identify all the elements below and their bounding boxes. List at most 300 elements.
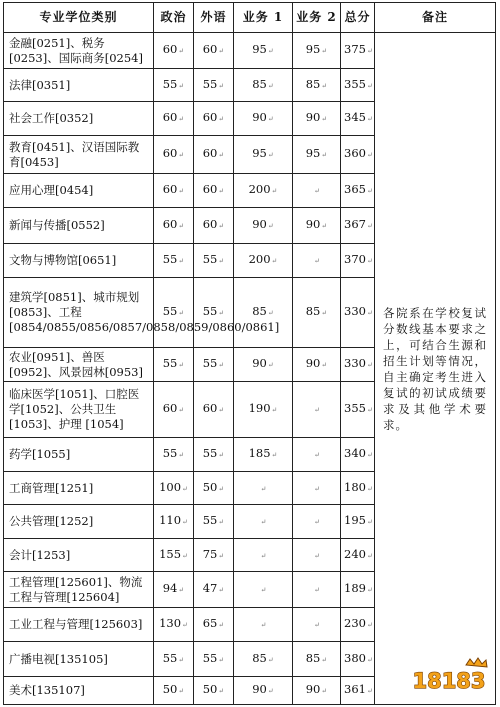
cell-politics (154, 438, 194, 472)
header-politics: 政治 (154, 3, 194, 33)
cell-language (194, 677, 234, 705)
politics-value: 55 (162, 252, 178, 266)
subject1-value: 95 (252, 42, 267, 56)
subject2-value: 90 (305, 110, 321, 124)
paragraph-mark-icon: ↵ (314, 518, 320, 526)
subject1-value: 90 (252, 217, 267, 231)
language-value: 50 (202, 682, 218, 696)
cell-language (194, 505, 234, 539)
subject1-value: 90 (252, 356, 267, 370)
cell-total (341, 677, 375, 705)
cell-subject2 (293, 348, 341, 382)
subject1-value: 85 (252, 650, 267, 665)
header-category: 专业学位类别 (4, 3, 154, 33)
cell-category (4, 69, 154, 102)
paragraph-mark-icon: ↵ (182, 518, 188, 526)
cell-subject2 (293, 438, 341, 472)
score-table (3, 2, 496, 705)
paragraph-mark-icon: ↵ (178, 406, 185, 414)
paragraph-mark-icon: ↵ (178, 151, 185, 159)
paragraph-mark-icon: ↵ (366, 361, 373, 369)
note-cell (375, 33, 496, 705)
note-text: 各院系在学校复试分数线基本要求之上，可结合生源和招生计划等情况，自主确定考生进入复试的初试成绩要求及其他学术要求。 (383, 305, 487, 432)
paragraph-mark-icon: ↵ (366, 309, 373, 317)
paragraph-mark-icon: ↵ (260, 586, 267, 594)
cell-category (4, 505, 154, 539)
paragraph-mark-icon: ↵ (366, 115, 373, 123)
paragraph-mark-icon: ↵ (366, 621, 373, 629)
total-value: 380 (344, 650, 366, 665)
paragraph-mark-icon: ↵ (267, 151, 274, 159)
paragraph-mark-icon: ↵ (314, 484, 320, 493)
subject1-value: 185 (248, 446, 271, 460)
cell-total (341, 539, 375, 572)
cell-category (4, 208, 154, 244)
cell-subject2 (293, 608, 341, 642)
cell-total (341, 642, 375, 677)
language-value: 47 (202, 581, 218, 595)
cell-politics (154, 382, 194, 438)
paragraph-mark-icon: ↵ (267, 81, 274, 90)
subject1-value: 85 (252, 76, 267, 91)
cell-subject1 (234, 69, 293, 102)
cell-subject2 (293, 102, 341, 136)
cell-subject2 (293, 174, 341, 208)
cell-language (194, 278, 234, 348)
language-value: 55 (202, 513, 218, 527)
paragraph-mark-icon: ↵ (267, 655, 274, 664)
cell-language (194, 33, 234, 69)
total-value: 355 (344, 401, 366, 415)
cell-politics (154, 244, 194, 278)
subject2-value: 95 (305, 42, 321, 56)
paragraph-mark-icon: ↵ (260, 484, 267, 493)
paragraph-mark-icon: ↵ (178, 222, 185, 230)
total-value: 360 (344, 146, 366, 160)
cell-politics (154, 505, 194, 539)
paragraph-mark-icon: ↵ (178, 451, 185, 459)
language-value: 55 (202, 76, 218, 91)
cell-politics (154, 572, 194, 608)
cell-language (194, 608, 234, 642)
category-text: 教育[0451]、汉语国际教育[0453] (9, 139, 140, 169)
paragraph-mark-icon: ↵ (218, 586, 225, 594)
subject1-value: 90 (252, 682, 267, 696)
total-value: 345 (344, 110, 366, 124)
cell-subject1 (234, 608, 293, 642)
paragraph-mark-icon: ↵ (260, 518, 267, 526)
cell-subject2 (293, 642, 341, 677)
paragraph-mark-icon: ↵ (267, 309, 274, 317)
cell-subject2 (293, 136, 341, 174)
cell-total (341, 438, 375, 472)
language-value: 60 (202, 401, 218, 415)
paragraph-mark-icon: ↵ (178, 47, 185, 55)
paragraph-mark-icon: ↵ (314, 451, 320, 459)
subject2-value: 85 (305, 76, 321, 91)
paragraph-mark-icon: ↵ (366, 81, 373, 90)
cell-language (194, 102, 234, 136)
paragraph-mark-icon: ↵ (267, 222, 274, 230)
paragraph-mark-icon: ↵ (314, 406, 320, 414)
category-text: 会计[1253] (9, 547, 71, 562)
paragraph-mark-icon: ↵ (366, 586, 373, 594)
paragraph-mark-icon: ↵ (178, 257, 185, 265)
cell-subject2 (293, 278, 341, 348)
cell-language (194, 438, 234, 472)
cell-total (341, 69, 375, 102)
cell-subject1 (234, 539, 293, 572)
paragraph-mark-icon: ↵ (178, 187, 185, 195)
logo-text: 18183 (412, 669, 486, 693)
cell-language (194, 472, 234, 505)
paragraph-mark-icon: ↵ (182, 484, 188, 493)
cell-subject2 (293, 572, 341, 608)
paragraph-mark-icon: ↵ (218, 655, 225, 664)
language-value: 55 (202, 252, 218, 266)
paragraph-mark-icon: ↵ (178, 655, 185, 664)
paragraph-mark-icon: ↵ (218, 47, 225, 55)
language-value: 55 (202, 446, 218, 460)
paragraph-mark-icon: ↵ (366, 151, 373, 159)
politics-value: 155 (159, 546, 182, 561)
paragraph-mark-icon: ↵ (321, 309, 328, 317)
cell-subject1 (234, 505, 293, 539)
politics-value: 55 (162, 304, 178, 318)
cell-politics (154, 539, 194, 572)
paragraph-mark-icon: ↵ (267, 361, 274, 369)
cell-total (341, 608, 375, 642)
politics-value: 94 (162, 581, 178, 595)
cell-subject1 (234, 208, 293, 244)
category-text: 农业[0951]、兽医[0952]、风景园林[0953] (9, 349, 143, 379)
cell-politics (154, 69, 194, 102)
table-row (4, 33, 496, 69)
cell-total (341, 136, 375, 174)
language-value: 55 (202, 650, 218, 665)
cell-category (4, 348, 154, 382)
paragraph-mark-icon: ↵ (271, 451, 278, 459)
politics-value: 100 (159, 479, 182, 494)
cell-category (4, 642, 154, 677)
category-text: 文物与博物馆[0651] (9, 253, 117, 267)
category-text: 建筑学[0851]、城市规划[0853]、工程[0854/0855/0856/0857/0858/0859/0860/0861] (9, 290, 280, 334)
category-text: 美术[135107] (9, 683, 85, 697)
paragraph-mark-icon: ↵ (218, 309, 225, 317)
category-text: 社会工作[0352] (9, 111, 94, 125)
subject1-value: 85 (252, 304, 267, 318)
subject2-value: 90 (305, 682, 321, 696)
cell-category (4, 608, 154, 642)
total-value: 365 (344, 182, 366, 196)
paragraph-mark-icon: ↵ (366, 551, 373, 560)
total-value: 367 (344, 217, 366, 231)
category-text: 法律[0351] (9, 77, 71, 92)
language-value: 55 (202, 356, 218, 370)
paragraph-mark-icon: ↵ (218, 484, 225, 493)
paragraph-mark-icon: ↵ (321, 655, 328, 664)
language-value: 55 (202, 304, 218, 318)
paragraph-mark-icon: ↵ (314, 551, 320, 560)
politics-value: 55 (162, 650, 178, 665)
cell-subject1 (234, 278, 293, 348)
politics-value: 110 (159, 513, 182, 527)
cell-subject1 (234, 382, 293, 438)
paragraph-mark-icon: ↵ (218, 406, 225, 414)
category-text: 工业工程与管理[125603] (9, 617, 143, 631)
paragraph-mark-icon: ↵ (218, 551, 225, 560)
language-value: 60 (202, 182, 218, 196)
paragraph-mark-icon: ↵ (218, 451, 225, 459)
cell-category (4, 174, 154, 208)
cell-category (4, 539, 154, 572)
total-value: 355 (344, 76, 366, 91)
cell-total (341, 382, 375, 438)
cell-subject1 (234, 174, 293, 208)
cell-politics (154, 174, 194, 208)
paragraph-mark-icon: ↵ (366, 687, 373, 695)
language-value: 65 (202, 616, 218, 630)
paragraph-mark-icon: ↵ (267, 115, 274, 123)
paragraph-mark-icon: ↵ (271, 187, 278, 195)
paragraph-mark-icon: ↵ (218, 518, 225, 526)
paragraph-mark-icon: ↵ (366, 655, 373, 664)
cell-politics (154, 472, 194, 505)
language-value: 60 (202, 217, 218, 231)
total-value: 195 (344, 513, 366, 527)
cell-politics (154, 102, 194, 136)
cell-category (4, 438, 154, 472)
paragraph-mark-icon: ↵ (178, 586, 185, 594)
category-text: 应用心理[0454] (9, 183, 94, 197)
politics-value: 60 (162, 217, 178, 231)
cell-total (341, 505, 375, 539)
language-value: 60 (202, 110, 218, 124)
paragraph-mark-icon: ↵ (218, 81, 225, 90)
header-subject2: 业务 2 (293, 3, 341, 33)
category-text: 工商管理[1251] (9, 480, 94, 495)
cell-politics (154, 278, 194, 348)
cell-subject2 (293, 208, 341, 244)
cell-subject1 (234, 472, 293, 505)
paragraph-mark-icon: ↵ (178, 687, 185, 695)
subject2-value: 85 (305, 650, 321, 665)
cell-subject1 (234, 642, 293, 677)
paragraph-mark-icon: ↵ (366, 484, 373, 493)
paragraph-mark-icon: ↵ (182, 551, 188, 560)
cell-total (341, 244, 375, 278)
cell-politics (154, 608, 194, 642)
politics-value: 55 (162, 356, 178, 370)
cell-total (341, 348, 375, 382)
paragraph-mark-icon: ↵ (314, 257, 320, 265)
subject2-value: 95 (305, 146, 321, 160)
subject1-value: 90 (252, 110, 267, 124)
total-value: 189 (344, 581, 366, 595)
language-value: 75 (202, 546, 218, 561)
total-value: 375 (344, 42, 366, 56)
total-value: 361 (344, 682, 366, 696)
total-value: 370 (344, 252, 366, 266)
cell-category (4, 244, 154, 278)
paragraph-mark-icon: ↵ (218, 621, 225, 629)
politics-value: 60 (162, 401, 178, 415)
cell-politics (154, 348, 194, 382)
cell-politics (154, 642, 194, 677)
politics-value: 55 (162, 76, 178, 91)
header-note: 备注 (375, 3, 496, 33)
cell-subject2 (293, 69, 341, 102)
subject1-value: 190 (248, 401, 271, 415)
paragraph-mark-icon: ↵ (321, 81, 328, 90)
politics-value: 60 (162, 42, 178, 56)
paragraph-mark-icon: ↵ (218, 151, 225, 159)
paragraph-mark-icon: ↵ (321, 361, 328, 369)
cell-total (341, 174, 375, 208)
paragraph-mark-icon: ↵ (321, 687, 328, 695)
paragraph-mark-icon: ↵ (366, 406, 373, 414)
category-text: 药学[1055] (9, 447, 71, 461)
paragraph-mark-icon: ↵ (178, 81, 185, 90)
paragraph-mark-icon: ↵ (267, 47, 274, 55)
cell-subject1 (234, 33, 293, 69)
cell-subject2 (293, 33, 341, 69)
paragraph-mark-icon: ↵ (218, 687, 225, 695)
paragraph-mark-icon: ↵ (321, 47, 328, 55)
politics-value: 60 (162, 182, 178, 196)
paragraph-mark-icon: ↵ (218, 115, 225, 123)
category-text: 广播电视[135105] (9, 651, 108, 666)
cell-language (194, 208, 234, 244)
total-value: 330 (344, 304, 366, 318)
total-value: 330 (344, 356, 366, 370)
paragraph-mark-icon: ↵ (366, 222, 373, 230)
cell-politics (154, 136, 194, 174)
paragraph-mark-icon: ↵ (271, 257, 278, 265)
paragraph-mark-icon: ↵ (366, 518, 373, 526)
paragraph-mark-icon: ↵ (314, 621, 320, 629)
paragraph-mark-icon: ↵ (271, 406, 278, 414)
subject2-value: 85 (305, 304, 321, 318)
paragraph-mark-icon: ↵ (178, 115, 185, 123)
paragraph-mark-icon: ↵ (267, 687, 274, 695)
category-text: 金融[0251]、税务[0253]、国际商务[0254] (9, 35, 143, 65)
category-text: 新闻与传播[0552] (9, 218, 105, 232)
category-text: 工程管理[125601]、物流工程与管理[125604] (9, 574, 143, 604)
paragraph-mark-icon: ↵ (366, 47, 373, 55)
cell-language (194, 642, 234, 677)
header-total: 总分 (341, 3, 375, 33)
cell-category (4, 382, 154, 438)
paragraph-mark-icon: ↵ (260, 621, 267, 629)
cell-category (4, 102, 154, 136)
cell-language (194, 136, 234, 174)
politics-value: 130 (159, 616, 182, 630)
politics-value: 60 (162, 146, 178, 160)
cell-language (194, 348, 234, 382)
subject2-value: 90 (305, 217, 321, 231)
paragraph-mark-icon: ↵ (218, 361, 225, 369)
cell-subject2 (293, 505, 341, 539)
cell-total (341, 33, 375, 69)
paragraph-mark-icon: ↵ (218, 222, 225, 230)
language-value: 60 (202, 146, 218, 160)
cell-subject1 (234, 348, 293, 382)
cell-category (4, 677, 154, 705)
cell-subject1 (234, 572, 293, 608)
header-language: 外语 (194, 3, 234, 33)
paragraph-mark-icon: ↵ (314, 586, 320, 594)
cell-category (4, 572, 154, 608)
subject1-value: 95 (252, 146, 267, 160)
paragraph-mark-icon: ↵ (178, 361, 185, 369)
paragraph-mark-icon: ↵ (321, 222, 328, 230)
cell-language (194, 244, 234, 278)
subject2-value: 90 (305, 356, 321, 370)
cell-subject2 (293, 677, 341, 705)
paragraph-mark-icon: ↵ (178, 309, 185, 317)
total-value: 180 (344, 479, 366, 494)
cell-language (194, 382, 234, 438)
cell-subject1 (234, 102, 293, 136)
cell-politics (154, 677, 194, 705)
paragraph-mark-icon: ↵ (366, 451, 373, 459)
cell-total (341, 472, 375, 505)
total-value: 240 (344, 546, 366, 561)
cell-total (341, 208, 375, 244)
category-text: 公共管理[1252] (9, 514, 94, 528)
paragraph-mark-icon: ↵ (366, 187, 373, 195)
subject1-value: 200 (248, 182, 271, 196)
paragraph-mark-icon: ↵ (218, 257, 225, 265)
politics-value: 55 (162, 446, 178, 460)
category-text: 临床医学[1051]、口腔医学[1052]、公共卫生[1053]、护理 [1054] (9, 387, 140, 431)
cell-politics (154, 208, 194, 244)
politics-value: 60 (162, 110, 178, 124)
cell-language (194, 69, 234, 102)
total-value: 340 (344, 446, 366, 460)
cell-language (194, 539, 234, 572)
cell-category (4, 136, 154, 174)
cell-subject1 (234, 244, 293, 278)
cell-subject1 (234, 438, 293, 472)
paragraph-mark-icon: ↵ (314, 187, 320, 195)
politics-value: 50 (162, 682, 178, 696)
cell-total (341, 572, 375, 608)
cell-language (194, 174, 234, 208)
language-value: 60 (202, 42, 218, 56)
subject1-value: 200 (248, 252, 271, 266)
cell-category (4, 33, 154, 69)
cell-total (341, 278, 375, 348)
paragraph-mark-icon: ↵ (182, 621, 188, 629)
paragraph-mark-icon: ↵ (218, 187, 225, 195)
paragraph-mark-icon: ↵ (321, 151, 328, 159)
total-value: 230 (344, 616, 366, 630)
cell-language (194, 572, 234, 608)
cell-category (4, 278, 280, 348)
cell-subject1 (234, 677, 293, 705)
header-subject1: 业务 1 (234, 3, 293, 33)
cell-subject2 (293, 382, 341, 438)
cell-category (4, 472, 154, 505)
paragraph-mark-icon: ↵ (260, 551, 267, 560)
cell-subject2 (293, 244, 341, 278)
cell-subject2 (293, 539, 341, 572)
paragraph-mark-icon: ↵ (366, 257, 373, 265)
paragraph-mark-icon: ↵ (321, 115, 328, 123)
cell-subject2 (293, 472, 341, 505)
